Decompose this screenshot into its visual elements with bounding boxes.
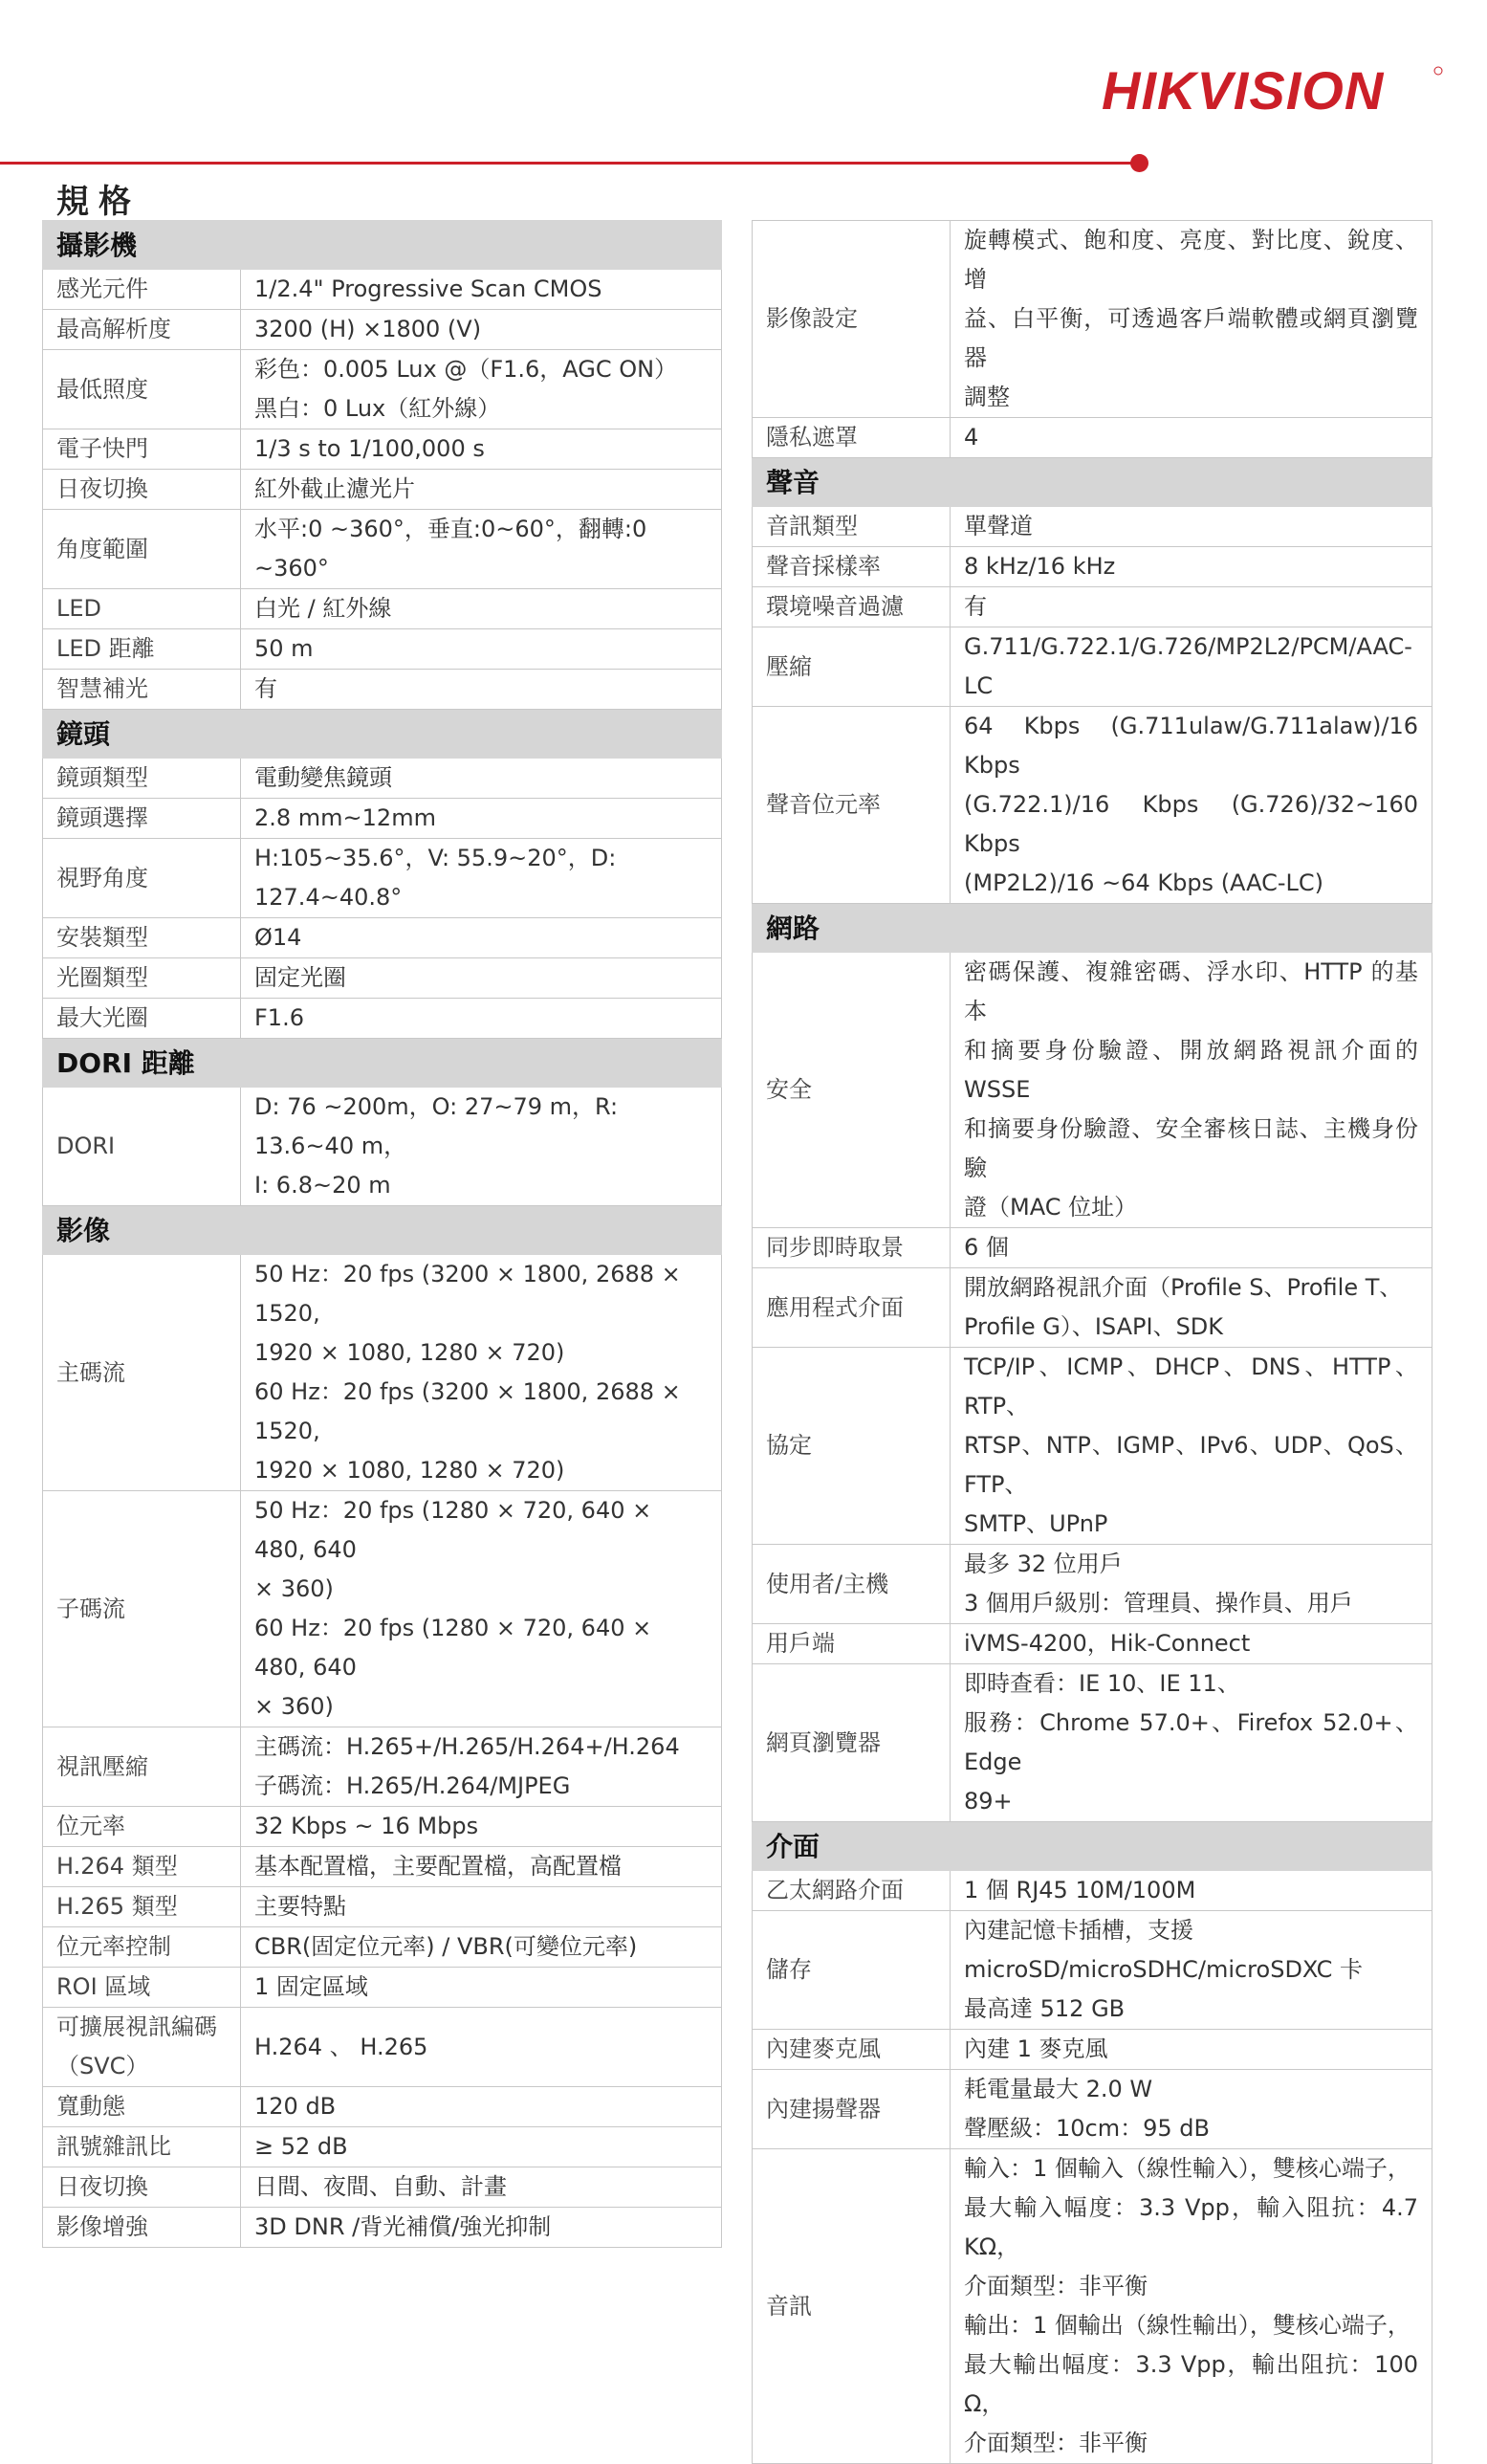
spec-row xyxy=(43,2087,722,2127)
spec-value-line: 聲壓級：10cm：95 dB xyxy=(964,2115,1210,2142)
section-title: 攝影機 xyxy=(43,221,722,270)
spec-label: 壓縮 xyxy=(753,627,951,707)
spec-value xyxy=(951,2149,1432,2464)
spec-label: 影像增強 xyxy=(43,2208,241,2248)
spec-value-line: 1920 × 1080, 1280 × 720) xyxy=(254,1339,565,1366)
spec-value-line: 內建 1 麥克風 xyxy=(964,2035,1108,2062)
spec-value xyxy=(951,1664,1432,1822)
spec-row xyxy=(753,221,1432,418)
spec-value xyxy=(241,429,722,470)
spec-row xyxy=(43,1807,722,1847)
spec-value xyxy=(241,759,722,799)
spec-value-line: 1920 × 1080, 1280 × 720) xyxy=(254,1457,565,1484)
spec-value xyxy=(951,953,1432,1228)
spec-value-line: 開放網路視訊介面（Profile S、Profile T、 xyxy=(964,1274,1403,1301)
spec-value-line: 子碼流：H.265/H.264/MJPEG xyxy=(254,1772,571,1799)
spec-row xyxy=(753,587,1432,627)
spec-label: LED 距離 xyxy=(43,629,241,670)
spec-value-line: H:105~35.6°，V: 55.9~20°，D: 127.4~40.8° xyxy=(254,845,617,911)
spec-row xyxy=(753,1664,1432,1822)
spec-value xyxy=(951,1545,1432,1624)
section-header xyxy=(43,1206,722,1255)
spec-value xyxy=(951,418,1432,458)
spec-value-line: 彩色：0.005 Lux @（F1.6，AGC ON） xyxy=(254,356,678,383)
section-header xyxy=(753,904,1432,953)
section-title: DORI 距離 xyxy=(43,1039,722,1088)
spec-row xyxy=(753,707,1432,904)
spec-label: 寬動態 xyxy=(43,2087,241,2127)
spec-row xyxy=(43,589,722,629)
right-spec-column xyxy=(752,220,1432,2464)
spec-label: 安裝類型 xyxy=(43,918,241,958)
spec-row xyxy=(753,418,1432,458)
spec-row xyxy=(43,2127,722,2167)
spec-value-line: RTSP、NTP、IGMP、IPv6、UDP、QoS、FTP、 xyxy=(964,1432,1418,1498)
spec-value-line: 60 Hz：20 fps (3200 × 1800, 2688 × 1520, xyxy=(254,1378,681,1444)
spec-value-line: Profile G）、ISAPI、SDK xyxy=(964,1313,1224,1340)
spec-value xyxy=(241,470,722,510)
spec-value xyxy=(951,627,1432,707)
left-spec-table xyxy=(42,220,722,2248)
spec-value-line: 64 Kbps (G.711ulaw/G.711alaw)/16 Kbps xyxy=(964,713,1418,779)
spec-value-line: 3D DNR /背光補償/強光抑制 xyxy=(254,2213,552,2240)
spec-value xyxy=(241,510,722,589)
spec-row xyxy=(43,2008,722,2087)
spec-value-line: 60 Hz：20 fps (1280 × 720, 640 × 480, 640 xyxy=(254,1615,652,1681)
spec-row xyxy=(43,1491,722,1727)
spec-value xyxy=(241,1255,722,1491)
spec-value-line: Ø14 xyxy=(254,924,302,951)
page-title: 規格 xyxy=(56,183,141,221)
spec-value-line: 介面類型：非平衡 xyxy=(964,2430,1148,2456)
section-header xyxy=(43,710,722,759)
spec-value-line: ≥ 52 dB xyxy=(254,2133,348,2160)
spec-label: 感光元件 xyxy=(43,270,241,310)
hikvision-logo xyxy=(1102,61,1446,119)
spec-value-line: 和摘要身份驗證、開放網路視訊介面的 WSSE xyxy=(964,1037,1418,1103)
spec-value-line: 3200 (H) ×1800 (V) xyxy=(254,316,482,342)
spec-row xyxy=(43,2167,722,2208)
spec-value-line: CBR(固定位元率) / VBR(可變位元率) xyxy=(254,1933,638,1960)
spec-value xyxy=(241,2087,722,2127)
spec-label: 協定 xyxy=(753,1348,951,1545)
spec-value xyxy=(951,1268,1432,1348)
spec-row xyxy=(43,759,722,799)
spec-value-line: 調整 xyxy=(964,384,1010,410)
spec-label: 內建揚聲器 xyxy=(753,2070,951,2149)
spec-row xyxy=(43,670,722,710)
spec-label: 音訊類型 xyxy=(753,507,951,547)
spec-value xyxy=(241,1927,722,1968)
spec-value-line: 日間、夜間、自動、計畫 xyxy=(254,2173,507,2200)
spec-row xyxy=(43,958,722,999)
spec-value xyxy=(241,1887,722,1927)
spec-row xyxy=(43,429,722,470)
spec-row xyxy=(753,627,1432,707)
spec-value-line: 內建記憶卡插槽，支援 xyxy=(964,1917,1193,1944)
spec-value-line: 最大輸入幅度：3.3 Vpp，輸入阻抗：4.7 KΩ， xyxy=(964,2194,1418,2260)
spec-value xyxy=(951,507,1432,547)
spec-label: 電子快門 xyxy=(43,429,241,470)
spec-row xyxy=(753,2030,1432,2070)
spec-row xyxy=(753,953,1432,1228)
spec-value-line: 電動變焦鏡頭 xyxy=(254,764,392,791)
spec-value xyxy=(241,589,722,629)
spec-label: 鏡頭選擇 xyxy=(43,799,241,839)
spec-value-line: 有 xyxy=(254,675,277,702)
spec-label: 影像設定 xyxy=(753,221,951,418)
spec-label: 音訊 xyxy=(753,2149,951,2464)
spec-label: 主碼流 xyxy=(43,1255,241,1491)
spec-value-line: SMTP、UPnP xyxy=(964,1510,1108,1537)
spec-label: 聲音位元率 xyxy=(753,707,951,904)
spec-label: 最低照度 xyxy=(43,350,241,429)
spec-row xyxy=(753,1871,1432,1911)
spec-value-line: 旋轉模式、飽和度、亮度、對比度、銳度、增 xyxy=(964,227,1418,293)
spec-label: H.264 類型 xyxy=(43,1847,241,1887)
spec-value-line: iVMS-4200，Hik-Connect xyxy=(964,1630,1251,1657)
spec-label: LED xyxy=(43,589,241,629)
spec-value-line: (G.722.1)/16 Kbps (G.726)/32~160 Kbps xyxy=(964,791,1418,857)
section-header xyxy=(753,1822,1432,1871)
spec-row xyxy=(43,1727,722,1807)
spec-row xyxy=(753,2070,1432,2149)
spec-label: 隱私遮罩 xyxy=(753,418,951,458)
spec-row xyxy=(43,510,722,589)
spec-row xyxy=(753,547,1432,587)
spec-value-line: 益、白平衡，可透過客戶端軟體或網頁瀏覽器 xyxy=(964,305,1418,371)
spec-label: 日夜切換 xyxy=(43,470,241,510)
left-spec-column xyxy=(42,220,722,2248)
spec-label: DORI xyxy=(43,1088,241,1206)
spec-value xyxy=(951,1228,1432,1268)
spec-value-line: 即時查看：IE 10、IE 11、 xyxy=(964,1670,1240,1697)
spec-label: 應用程式介面 xyxy=(753,1268,951,1348)
spec-value-line: 黑白：0 Lux（紅外線） xyxy=(254,395,501,422)
spec-value-line: 89+ xyxy=(964,1788,1013,1815)
spec-label: 日夜切換 xyxy=(43,2167,241,2208)
spec-label: 子碼流 xyxy=(43,1491,241,1727)
spec-value-line: 50 Hz：20 fps (1280 × 720, 640 × 480, 640 xyxy=(254,1497,652,1563)
spec-row xyxy=(43,1847,722,1887)
spec-value xyxy=(951,1871,1432,1911)
spec-value-line: 最高達 512 GB xyxy=(964,1995,1126,2022)
spec-row xyxy=(43,470,722,510)
spec-label: 同步即時取景 xyxy=(753,1228,951,1268)
spec-value-line: 6 個 xyxy=(964,1234,1009,1261)
spec-value xyxy=(241,350,722,429)
spec-value xyxy=(241,670,722,710)
spec-value-line: 水平:0 ~360°，垂直:0~60°，翻轉:0 ~360° xyxy=(254,516,647,582)
spec-value xyxy=(241,2208,722,2248)
spec-value-line: 1 固定區域 xyxy=(254,1973,368,2000)
spec-value xyxy=(951,707,1432,904)
spec-value xyxy=(241,1727,722,1807)
section-header xyxy=(43,1039,722,1088)
spec-label: 角度範圍 xyxy=(43,510,241,589)
spec-value-line: 紅外截止濾光片 xyxy=(254,475,415,502)
spec-value-line: F1.6 xyxy=(254,1004,304,1031)
spec-label: 位元率控制 xyxy=(43,1927,241,1968)
header-rule-dot xyxy=(1130,154,1148,172)
spec-value-line: 主碼流：H.265+/H.265/H.264+/H.264 xyxy=(254,1733,680,1760)
spec-value xyxy=(951,547,1432,587)
spec-value xyxy=(951,587,1432,627)
spec-value-line: TCP/IP、ICMP、DHCP、DNS、HTTP、RTP、 xyxy=(964,1353,1418,1419)
spec-value xyxy=(241,839,722,918)
spec-row xyxy=(753,1348,1432,1545)
spec-value xyxy=(241,2127,722,2167)
spec-label: 視野角度 xyxy=(43,839,241,918)
spec-value-line: I: 6.8~20 m xyxy=(254,1172,391,1199)
spec-value-line: G.711/G.722.1/G.726/MP2L2/PCM/AAC- xyxy=(964,633,1412,660)
spec-value xyxy=(241,270,722,310)
right-spec-table xyxy=(752,220,1432,2464)
section-title: 網路 xyxy=(753,904,1432,953)
spec-label: 網頁瀏覽器 xyxy=(753,1664,951,1822)
spec-value xyxy=(241,310,722,350)
spec-label: 訊號雜訊比 xyxy=(43,2127,241,2167)
spec-label: 聲音採樣率 xyxy=(753,547,951,587)
spec-value-line: 固定光圈 xyxy=(254,964,346,991)
spec-row xyxy=(753,1545,1432,1624)
spec-value-line: × 360) xyxy=(254,1693,334,1720)
spec-row xyxy=(753,2149,1432,2464)
spec-value-line: 白光 / 紅外線 xyxy=(254,595,392,622)
spec-value-line: (MP2L2)/16 ~64 Kbps (AAC-LC) xyxy=(964,869,1324,896)
spec-value xyxy=(241,1491,722,1727)
spec-value xyxy=(241,1968,722,2008)
brand-name: HIKVISION xyxy=(1102,61,1385,119)
spec-value xyxy=(241,958,722,999)
spec-label: 乙太網路介面 xyxy=(753,1871,951,1911)
header-rule xyxy=(0,162,1134,165)
spec-row xyxy=(43,799,722,839)
spec-value-line: 和摘要身份驗證、安全審核日誌、主機身份驗 xyxy=(964,1115,1418,1181)
spec-row xyxy=(43,310,722,350)
spec-label: 用戶端 xyxy=(753,1624,951,1664)
spec-value xyxy=(951,2030,1432,2070)
spec-value-line: 證（MAC 位址） xyxy=(964,1194,1138,1221)
section-title: 介面 xyxy=(753,1822,1432,1871)
spec-label: 鏡頭類型 xyxy=(43,759,241,799)
spec-row xyxy=(43,839,722,918)
spec-label: 最高解析度 xyxy=(43,310,241,350)
spec-value-line: 基本配置檔，主要配置檔，高配置檔 xyxy=(254,1853,622,1880)
section-title: 鏡頭 xyxy=(43,710,722,759)
spec-value-line: LC xyxy=(964,672,994,699)
spec-row xyxy=(43,270,722,310)
spec-value xyxy=(241,2167,722,2208)
spec-value-line: 耗電量最大 2.0 W xyxy=(964,2076,1153,2102)
spec-value-line: × 360) xyxy=(254,1575,334,1602)
spec-row xyxy=(43,1927,722,1968)
spec-row xyxy=(43,1255,722,1491)
spec-value-line: 1/2.4" Progressive Scan CMOS xyxy=(254,275,602,302)
spec-value-line: 50 Hz：20 fps (3200 × 1800, 2688 × 1520, xyxy=(254,1261,681,1327)
spec-row xyxy=(43,1887,722,1927)
spec-label: 可擴展視訊編碼（SVC） xyxy=(43,2008,241,2087)
spec-label: 環境噪音過濾 xyxy=(753,587,951,627)
spec-row xyxy=(753,1624,1432,1664)
spec-value xyxy=(951,1911,1432,2030)
spec-value-line: microSD/microSDHC/microSDXC 卡 xyxy=(964,1956,1363,1983)
spec-row xyxy=(43,1968,722,2008)
spec-value-line: 密碼保護、複雜密碼、浮水印、HTTP 的基本 xyxy=(964,958,1418,1024)
spec-value-line: 最大輸出幅度：3.3 Vpp，輸出阻抗：100 Ω， xyxy=(964,2351,1418,2417)
spec-value-line: 120 dB xyxy=(254,2093,337,2120)
spec-value xyxy=(241,799,722,839)
spec-row xyxy=(753,507,1432,547)
section-title: 影像 xyxy=(43,1206,722,1255)
section-title: 聲音 xyxy=(753,458,1432,507)
spec-value xyxy=(951,1348,1432,1545)
spec-value xyxy=(241,1847,722,1887)
spec-value-line: 單聲道 xyxy=(964,513,1033,539)
spec-value-line: 最多 32 位用戶 xyxy=(964,1551,1123,1577)
spec-label: 安全 xyxy=(753,953,951,1228)
spec-value xyxy=(951,1624,1432,1664)
spec-label: 視訊壓縮 xyxy=(43,1727,241,1807)
spec-value xyxy=(241,1088,722,1206)
spec-value-line: D: 76 ~200m，O: 27~79 m，R: 13.6~40 m， xyxy=(254,1093,619,1159)
spec-value xyxy=(241,2008,722,2087)
spec-value-line: H.264 、 H.265 xyxy=(254,2033,428,2060)
spec-label: 使用者/主機 xyxy=(753,1545,951,1624)
spec-value-line: 有 xyxy=(964,593,987,620)
spec-value-line: 32 Kbps ~ 16 Mbps xyxy=(254,1813,479,1839)
spec-row xyxy=(43,1088,722,1206)
spec-value xyxy=(241,1807,722,1847)
spec-row xyxy=(753,1911,1432,2030)
spec-label: 內建麥克風 xyxy=(753,2030,951,2070)
spec-row xyxy=(753,1268,1432,1348)
spec-value-line: 輸入：1 個輸入（線性輸入），雙核心端子， xyxy=(964,2155,1410,2182)
spec-value xyxy=(241,999,722,1039)
section-header xyxy=(753,458,1432,507)
spec-label: ROI 區域 xyxy=(43,1968,241,2008)
spec-value-line: 介面類型：非平衡 xyxy=(964,2273,1148,2299)
spec-label: 智慧補光 xyxy=(43,670,241,710)
spec-value xyxy=(951,2070,1432,2149)
spec-row xyxy=(43,2208,722,2248)
spec-row xyxy=(43,918,722,958)
spec-value xyxy=(951,221,1432,418)
spec-label: 光圈類型 xyxy=(43,958,241,999)
spec-value-line: 8 kHz/16 kHz xyxy=(964,553,1116,580)
spec-label: 最大光圈 xyxy=(43,999,241,1039)
spec-value-line: 3 個用戶級別：管理員、操作員、用戶 xyxy=(964,1590,1353,1617)
spec-row xyxy=(753,1228,1432,1268)
section-header xyxy=(43,221,722,270)
spec-row xyxy=(43,350,722,429)
spec-row xyxy=(43,629,722,670)
spec-value-line: 4 xyxy=(964,424,979,451)
spec-value-line: 服務：Chrome 57.0+、Firefox 52.0+、Edge xyxy=(964,1709,1418,1775)
spec-label: 位元率 xyxy=(43,1807,241,1847)
spec-label: H.265 類型 xyxy=(43,1887,241,1927)
spec-value-line: 2.8 mm~12mm xyxy=(254,804,436,831)
spec-value xyxy=(241,918,722,958)
spec-value-line: 1 個 RJ45 10M/100M xyxy=(964,1877,1196,1903)
spec-value-line: 50 m xyxy=(254,635,314,662)
spec-label: 儲存 xyxy=(753,1911,951,2030)
spec-value-line: 輸出：1 個輸出（線性輸出），雙核心端子， xyxy=(964,2312,1410,2339)
spec-value-line: 主要特點 xyxy=(254,1893,346,1920)
spec-value-line: 1/3 s to 1/100,000 s xyxy=(254,435,485,462)
spec-row xyxy=(43,999,722,1039)
spec-value xyxy=(241,629,722,670)
